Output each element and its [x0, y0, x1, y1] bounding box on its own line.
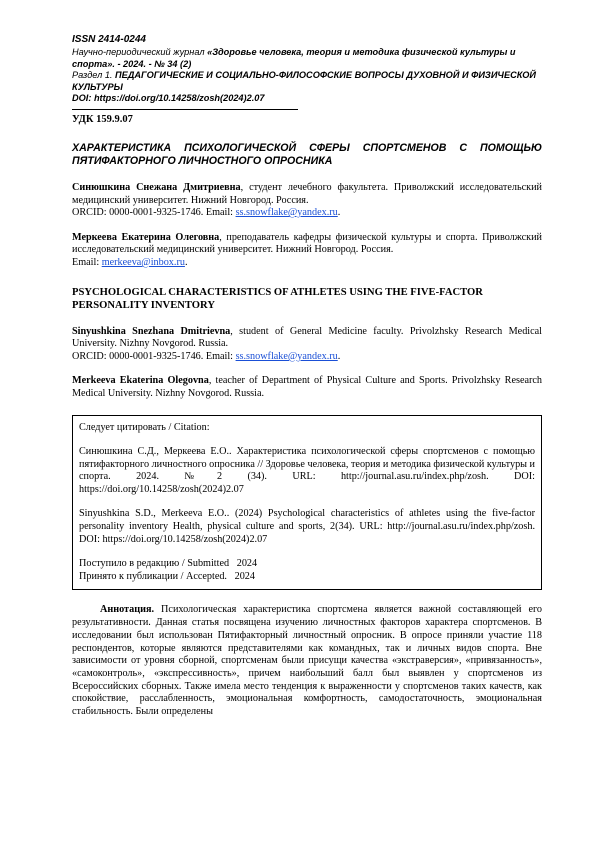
- header-doi: DOI: https://doi.org/10.14258/zosh(2024)2.07: [72, 93, 265, 104]
- author-tail: .: [337, 350, 341, 362]
- author-email-link[interactable]: ss.snowflake@yandex.ru: [235, 350, 338, 362]
- author-orcid: ORCID: 0000-0001-9325-1746. Email:: [72, 207, 236, 219]
- title-en: PSYCHOLOGICAL CHARACTERISTICS OF ATHLETES USING THE FIVE-FACTOR PERSONALITY INVENTORY: [72, 286, 483, 311]
- header-divider: [72, 109, 298, 110]
- author-details: , студент лечебного факультета. Приволжский исследовательский медицинский университет. Нижний Новгород. Россия.: [72, 181, 542, 206]
- abstract-label: Аннотация.: [100, 604, 155, 616]
- author-name: Меркеева Екатерина Олеговна: [72, 231, 220, 243]
- author-email-prefix: Email:: [72, 256, 102, 268]
- citation-en: Sinyushkina S.D., Merkeeva E.O.. (2024) Psychological characteristics of athletes using the five-factor personality inventory Health, physical culture and sports, 2(34). URL: http://journal.asu.ru/index.php/zosh. DOI: https://doi.org/10.14258/zosh(2024)2.07: [79, 508, 535, 545]
- author-name: Синюшкина Снежана Дмитриевна: [72, 181, 241, 193]
- section-prefix: Раздел 1.: [72, 70, 116, 81]
- author-en-1: [72, 326, 542, 364]
- citation-heading: Следует цитировать / Citation:: [79, 421, 210, 433]
- abstract: [72, 604, 542, 718]
- accepted-date: Принято к публикации / Accepted. 2024: [79, 570, 255, 582]
- citation-box: [72, 415, 542, 591]
- section-name: ПЕДАГОГИЧЕСКИЕ И СОЦИАЛЬНО-ФИЛОСОФСКИЕ ВОПРОСЫ ДУХОВНОЙ И ФИЗИЧЕСКОЙ КУЛЬТУРЫ: [72, 70, 536, 92]
- author-ru-1: [72, 182, 542, 220]
- submitted-date: Поступило в редакцию / Submitted 2024: [79, 558, 258, 570]
- author-name: Sinyushkina Snezhana Dmitrievna: [72, 325, 231, 337]
- author-orcid: ORCID: 0000-0001-9325-1746. Email:: [72, 350, 236, 362]
- author-tail: .: [184, 256, 188, 268]
- udk: УДК 159.9.07: [72, 113, 133, 125]
- author-email-link[interactable]: ss.snowflake@yandex.ru: [235, 207, 338, 219]
- issn: ISSN 2414-0244: [72, 34, 146, 45]
- author-ru-2: [72, 232, 542, 270]
- author-details: , student of General Medicine faculty. Privolzhsky Research Medical University. Nizhny Novgorod. Russia.: [72, 325, 542, 350]
- abstract-text: Психологическая характеристика спортсмена является важной составляющей его результативности. Данная статья посвящена изучению личностных факторов характера спортсменов. В исследовании был использован Пятифакторный личностный опросник. В опросе приняли участие 118 респондентов, которые являются представителями как командных, так и личных видов спорта. Вне зависимости от уровня сборной, спортсменам были присущи качества «экстраверсия», «привязанность», «самоконтроль», «экспрессивность», причем наибольший балл был выявлен у спортсменов из Всероссийских сборных. Также имела место тенденция к выраженности у спортсменов таких качеств, как спокойствие, расслабленность, эмоциональная комфортность, самодостаточность, эмоциональная стабильность. Были определены: [72, 604, 542, 718]
- author-name: Merkeeva Ekaterina Olegovna: [72, 375, 209, 387]
- author-en-2: [72, 375, 542, 400]
- author-email-link[interactable]: merkeeva@inbox.ru: [101, 256, 185, 268]
- journal-line: [72, 47, 542, 70]
- author-details: , преподаватель кафедры физической культуры и спорта. Приволжский исследовательский медицинский университет. Нижний Новгород. Россия.: [72, 231, 542, 256]
- journal-prefix: Научно-периодический журнал: [72, 47, 208, 57]
- author-details: , teacher of Department of Physical Culture and Sports. Privolzhsky Research Medical University. Nizhny Novgorod. Russia.: [72, 375, 542, 399]
- title-ru: ХАРАКТЕРИСТИКА ПСИХОЛОГИЧЕСКОЙ СФЕРЫ СПОРТСМЕНОВ С ПОМОЩЬЮ ПЯТИФАКТОРНОГО ЛИЧНОСТНОГО ОПРОСНИКА: [72, 141, 542, 167]
- citation-ru: Синюшкина С.Д., Меркеева Е.О.. Характеристика психологической сферы спортсменов с помощью пятифакторного личностного опросника // Здоровье человека, теория и методика физической культуры и спорта. 2024. №2 (34). URL: http://journal.asu.ru/index.php/zosh. DOI: https://doi.org/10.14258/zosh(2024)2.07: [79, 446, 536, 495]
- section-line: [72, 70, 542, 93]
- author-tail: .: [337, 207, 341, 219]
- journal-name: «Здоровье человека, теория и методика физической культуры и спорта». - 2024. - № 34 (2): [72, 47, 516, 69]
- paper-page: [72, 34, 542, 719]
